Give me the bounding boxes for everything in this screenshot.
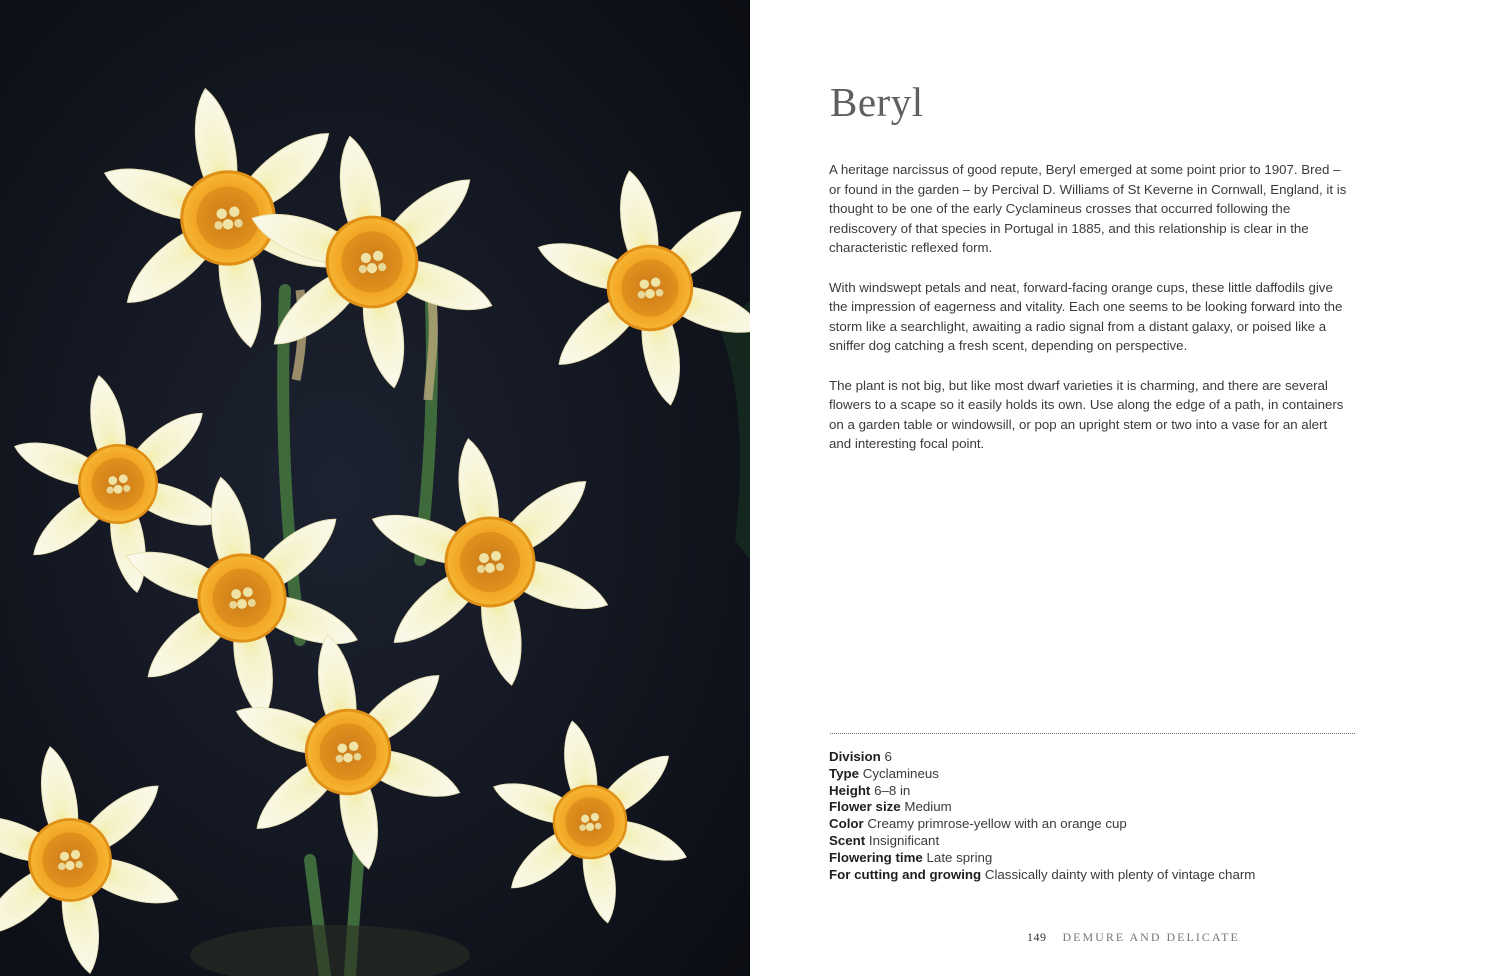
spec-flowering-time bbox=[829, 850, 1389, 867]
spec-label: Flower size bbox=[829, 799, 901, 815]
spec-label: For cutting and growing bbox=[829, 866, 982, 882]
spec-label: Division bbox=[829, 749, 881, 764]
spec-cutting-growing bbox=[829, 867, 1389, 884]
spec-label: Color bbox=[829, 816, 864, 832]
spec-scent bbox=[829, 833, 1389, 850]
text-page bbox=[750, 0, 1500, 976]
spec-height bbox=[829, 783, 1389, 800]
spec-value: Cyclamineus bbox=[862, 765, 939, 781]
spec-value: 6 bbox=[884, 749, 892, 764]
dotted-divider bbox=[830, 733, 1355, 734]
spec-label: Flowering time bbox=[829, 849, 923, 865]
spec-label: Scent bbox=[829, 832, 866, 848]
paragraph: The plant is not big, but like most dwarf varieties it is charming, and there are several flowers to a scape so it easily holds its own. Use along the edge of a path, in containers on a garden table or windowsill, or pop an upright stem or two into a vase for an alert and interesting focal point. bbox=[829, 377, 1344, 452]
spec-color bbox=[829, 816, 1389, 833]
spec-type bbox=[829, 766, 1389, 783]
paragraph: With windswept petals and neat, forward-facing orange cups, these little daffodils give the impression of eagerness and vitality. Each one seems to be looking forward into the storm like a searchlight, awaiting a radio signal from a distant galaxy, or poised like a sniffer dog catching a fresh scent, depending on perspective. bbox=[829, 279, 1343, 354]
spec-value: 6–8 in bbox=[874, 782, 911, 798]
spec-value: Creamy primrose-yellow with an orange cup bbox=[867, 816, 1127, 832]
paragraph: A heritage narcissus of good repute, Beryl emerged at some point prior to 1907. Bred – or found in the garden – by Percival D. Williams of St Keverne in Cornwall, England, it is thought to be one of the early Cyclamineus crosses that occurred following the rediscovery of that species in Portugal in 1885, and this relationship is clear in the characteristic reflexed form. bbox=[829, 162, 1347, 256]
description bbox=[829, 160, 1349, 474]
spec-value: Classically dainty with plenty of vintage charm bbox=[984, 866, 1256, 882]
spec-value: Late spring bbox=[926, 849, 993, 865]
spec-list bbox=[829, 749, 1389, 883]
spec-value: Medium bbox=[904, 799, 952, 815]
page-footer bbox=[1027, 930, 1240, 945]
spec-flower-size bbox=[829, 799, 1389, 816]
section-name: DEMURE AND DELICATE bbox=[1062, 930, 1240, 944]
page-title: Beryl bbox=[830, 79, 924, 125]
page-number: 149 bbox=[1027, 930, 1047, 944]
spec-label: Height bbox=[829, 782, 871, 798]
spec-value: Insignificant bbox=[868, 832, 940, 848]
spec-division bbox=[829, 749, 1389, 766]
spec-label: Type bbox=[829, 765, 860, 781]
